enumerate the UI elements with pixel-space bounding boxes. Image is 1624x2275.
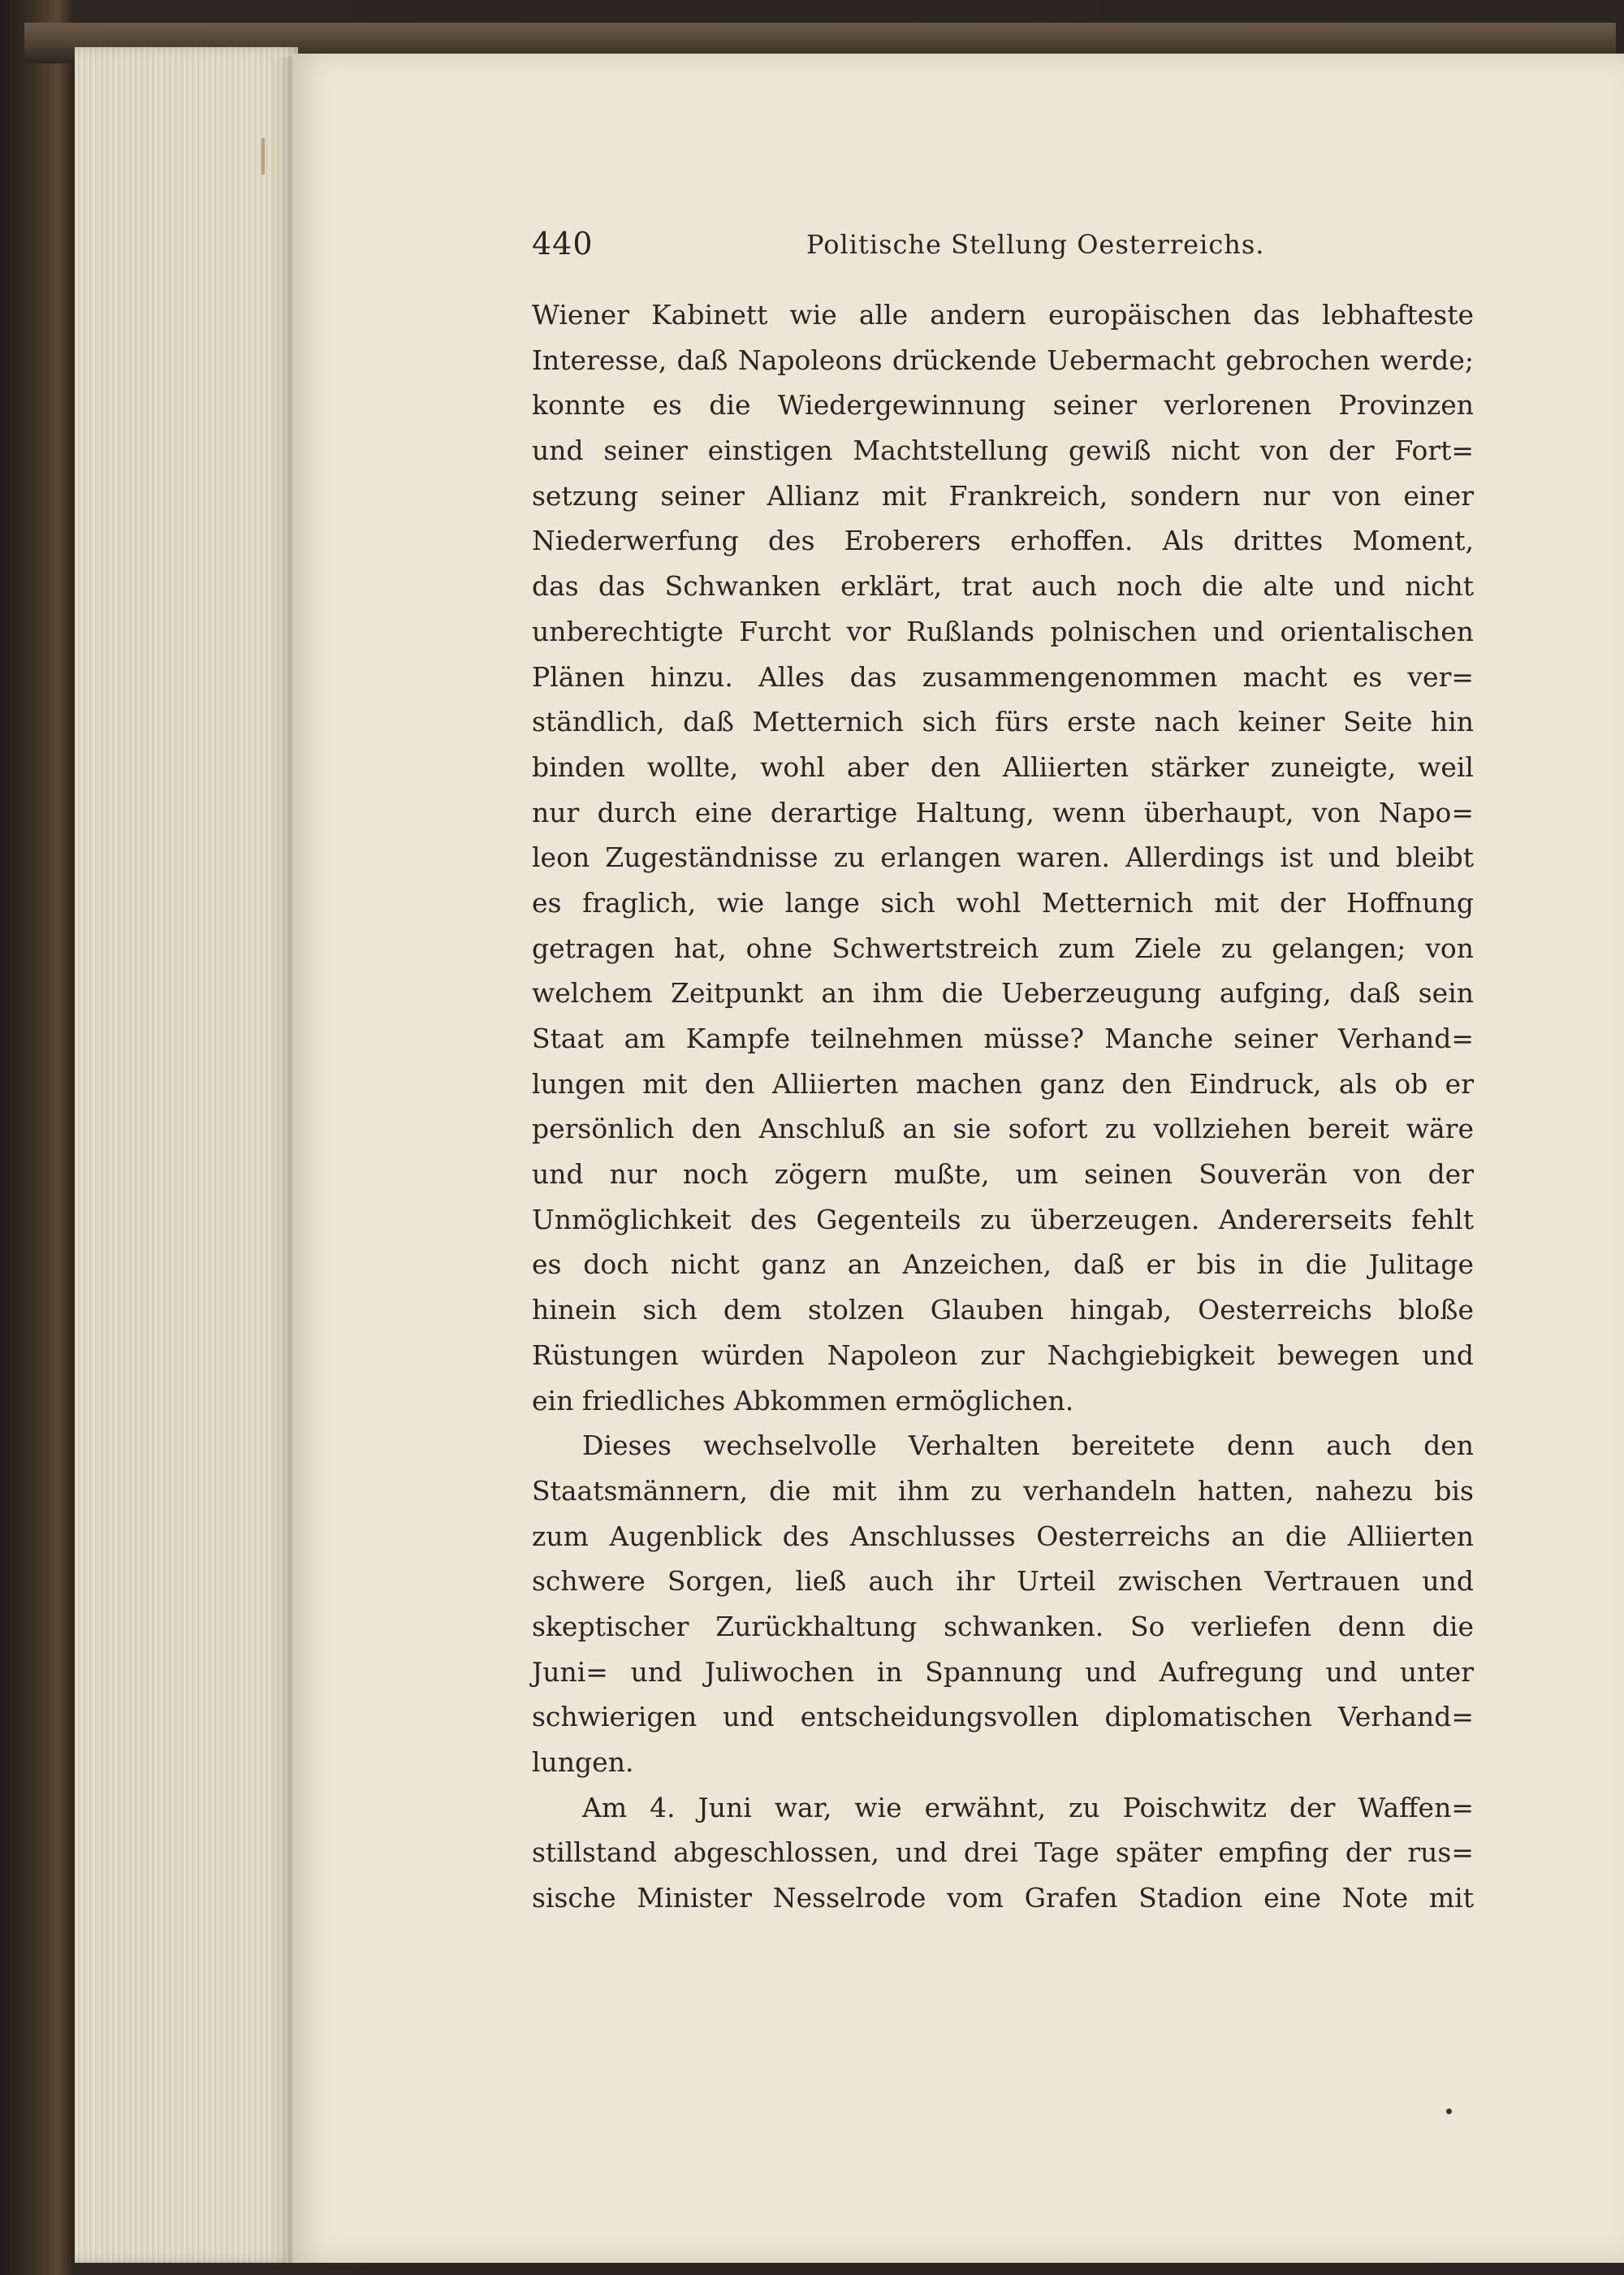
text-line: Dieses wechselvolle Verhalten bereitete denn auch den [582,1429,1474,1462]
text-line: das das Schwanken erklärt, trat auch noch die alte und nicht [532,570,1474,603]
text-line: hinein sich dem stolzen Glauben hingab, Oesterreichs bloße [532,1294,1474,1326]
text-line: unberechtigte Furcht vor Rußlands polnischen und orientalischen [532,615,1474,647]
text-line: setzung seiner Allianz mit Frankreich, sondern nur von einer [532,479,1474,512]
ink-speck [1446,2108,1452,2114]
text-line: Juni= und Juliwochen in Spannung und Aufregung und unter [532,1655,1474,1688]
text-line: es fraglich, wie lange sich wohl Metternich mit der Hoffnung [532,886,1474,919]
text-line: Interesse, daß Napoleons drückende Uebermacht gebrochen werde; [532,344,1474,376]
running-title: Politische Stellung Oesterreichs. [806,229,1265,260]
text-line: schwere Sorgen, ließ auch ihr Urteil zwischen Vertrauen und [532,1565,1474,1598]
text-line: und seiner einstigen Machtstellung gewiß nicht von der Fort= [532,435,1474,467]
text-line: nur durch eine derartige Haltung, wenn überhaupt, von Napo= [532,796,1474,828]
text-line: sische Minister Nesselrode vom Grafen Stadion eine Note mit [532,1882,1474,1914]
page-header [532,226,1474,275]
text-line: getragen hat, ohne Schwertstreich zum Ziele zu gelangen; von [532,932,1474,964]
text-line: zum Augenblick des Anschlusses Oesterreichs an die Alliierten [532,1520,1474,1552]
text-line: Staatsmännern, die mit ihm zu verhandeln hatten, nahezu bis [532,1474,1474,1507]
text-line: welchem Zeitpunkt an ihm die Ueberzeugung aufging, daß sein [532,977,1474,1010]
body-text [532,292,1474,1921]
text-line: Plänen hinzu. Alles das zusammengenommen macht es ver= [532,660,1474,693]
text-line: persönlich den Anschluß an sie sofort zu vollziehen bereit wäre [532,1113,1474,1145]
text-line: skeptischer Zurückhaltung schwanken. So verliefen denn die [532,1610,1474,1642]
text-line: leon Zugeständnisse zu erlangen waren. Allerdings ist und bleibt [532,841,1474,874]
text-line: ständlich, daß Metternich sich fürs erste nach keiner Seite hin [532,706,1474,738]
text-line: lungen mit den Alliierten machen ganz den Eindruck, als ob er [532,1067,1474,1100]
text-line: ein friedliches Abkommen ermöglichen. [532,1384,1074,1416]
ribbon-mark [261,138,265,175]
text-line: lungen. [532,1746,634,1778]
page-stack-edge [75,47,298,2263]
text-line: Niederwerfung des Eroberers erhoffen. Als drittes Moment, [532,525,1474,557]
text-line: Unmöglichkeit des Gegenteils zu überzeugen. Andererseits fehlt [532,1203,1474,1235]
text-line: binden wollte, wohl aber den Alliierten stärker zuneigte, weil [532,750,1474,783]
text-line: Staat am Kampfe teilnehmen müsse? Manche seiner Verhand= [532,1023,1474,1054]
text-line: und nur noch zögern mußte, um seinen Souverän von der [532,1158,1474,1191]
text-line: stillstand abgeschlossen, und drei Tage später empfing der rus= [532,1836,1474,1869]
page-number: 440 [532,226,594,262]
text-line: Am 4. Juni war, wie erwähnt, zu Poischwitz der Waffen= [582,1791,1474,1823]
text-line: konnte es die Wiedergewinnung seiner verlorenen Provinzen [532,389,1474,422]
text-line: Rüstungen würden Napoleon zur Nachgiebigkeit bewegen und [532,1339,1474,1371]
text-line: Wiener Kabinett wie alle andern europäischen das lebhafteste [532,299,1474,331]
text-line: es doch nicht ganz an Anzeichen, daß er bis in die Julitage [532,1248,1474,1281]
text-line: schwierigen und entscheidungsvollen diplomatischen Verhand= [532,1701,1474,1733]
